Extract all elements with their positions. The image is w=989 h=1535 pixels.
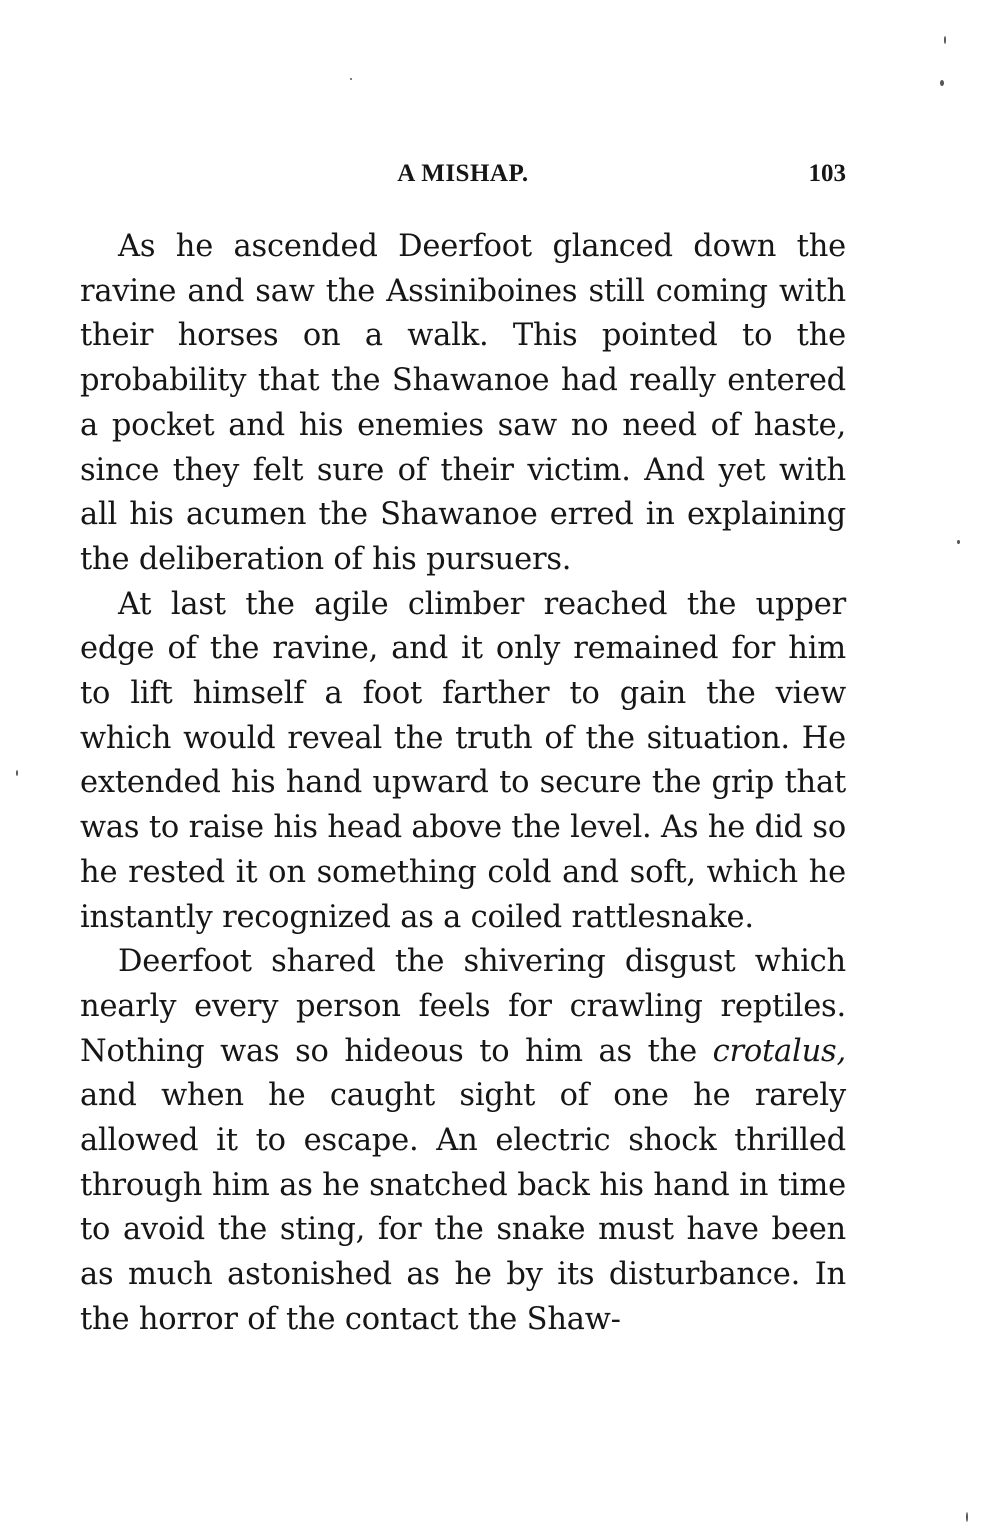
- scan-speck: [957, 540, 960, 544]
- body-text: [80, 225, 846, 1343]
- page-number: 103: [808, 160, 846, 187]
- scan-speck: [350, 78, 352, 80]
- chapter-title: A MISHAP.: [397, 160, 529, 187]
- paragraph-1: As he ascended Deerfoot glanced down the ravine and saw the Assiniboines still coming with their horses on a walk. This pointed to the probability that the Shawanoe had really entered a pocket and his enemies saw no need of haste, since they felt sure of their victim. And yet with all his acumen the Shawanoe erred in explaining the deliberation of his pursuers.: [80, 229, 846, 577]
- scan-speck: [944, 36, 946, 44]
- running-head: [80, 160, 846, 200]
- paragraph-3-text-start: Deerfoot shared the shivering disgust which nearly every person feels for crawling reptiles. Nothing was so hideous to him as the: [80, 944, 846, 1069]
- scan-speck: [966, 1512, 968, 1522]
- paragraph-3: [80, 940, 846, 1342]
- paragraph-3-text-end: and when he caught sight of one he rarely allowed it to escape. An electric shock thrilled through him as he snatched back his hand in time to avoid the sting, for the snake must have been as much astonished as he by its disturbance. In the horror of the contact the Shaw-: [80, 1078, 846, 1337]
- scan-speck: [940, 80, 944, 86]
- italic-term: crotalus,: [712, 1033, 846, 1069]
- paragraph-2: At last the agile climber reached the upper edge of the ravine, and it only remained for him to lift himself a foot farther to gain the view which would reveal the truth of the situation. He extended his hand upward to secure the grip that was to raise his head above the level. As he did so he rested it on something cold and soft, which he instantly recognized as a coiled rattlesnake.: [80, 586, 846, 935]
- scan-speck: [16, 770, 18, 776]
